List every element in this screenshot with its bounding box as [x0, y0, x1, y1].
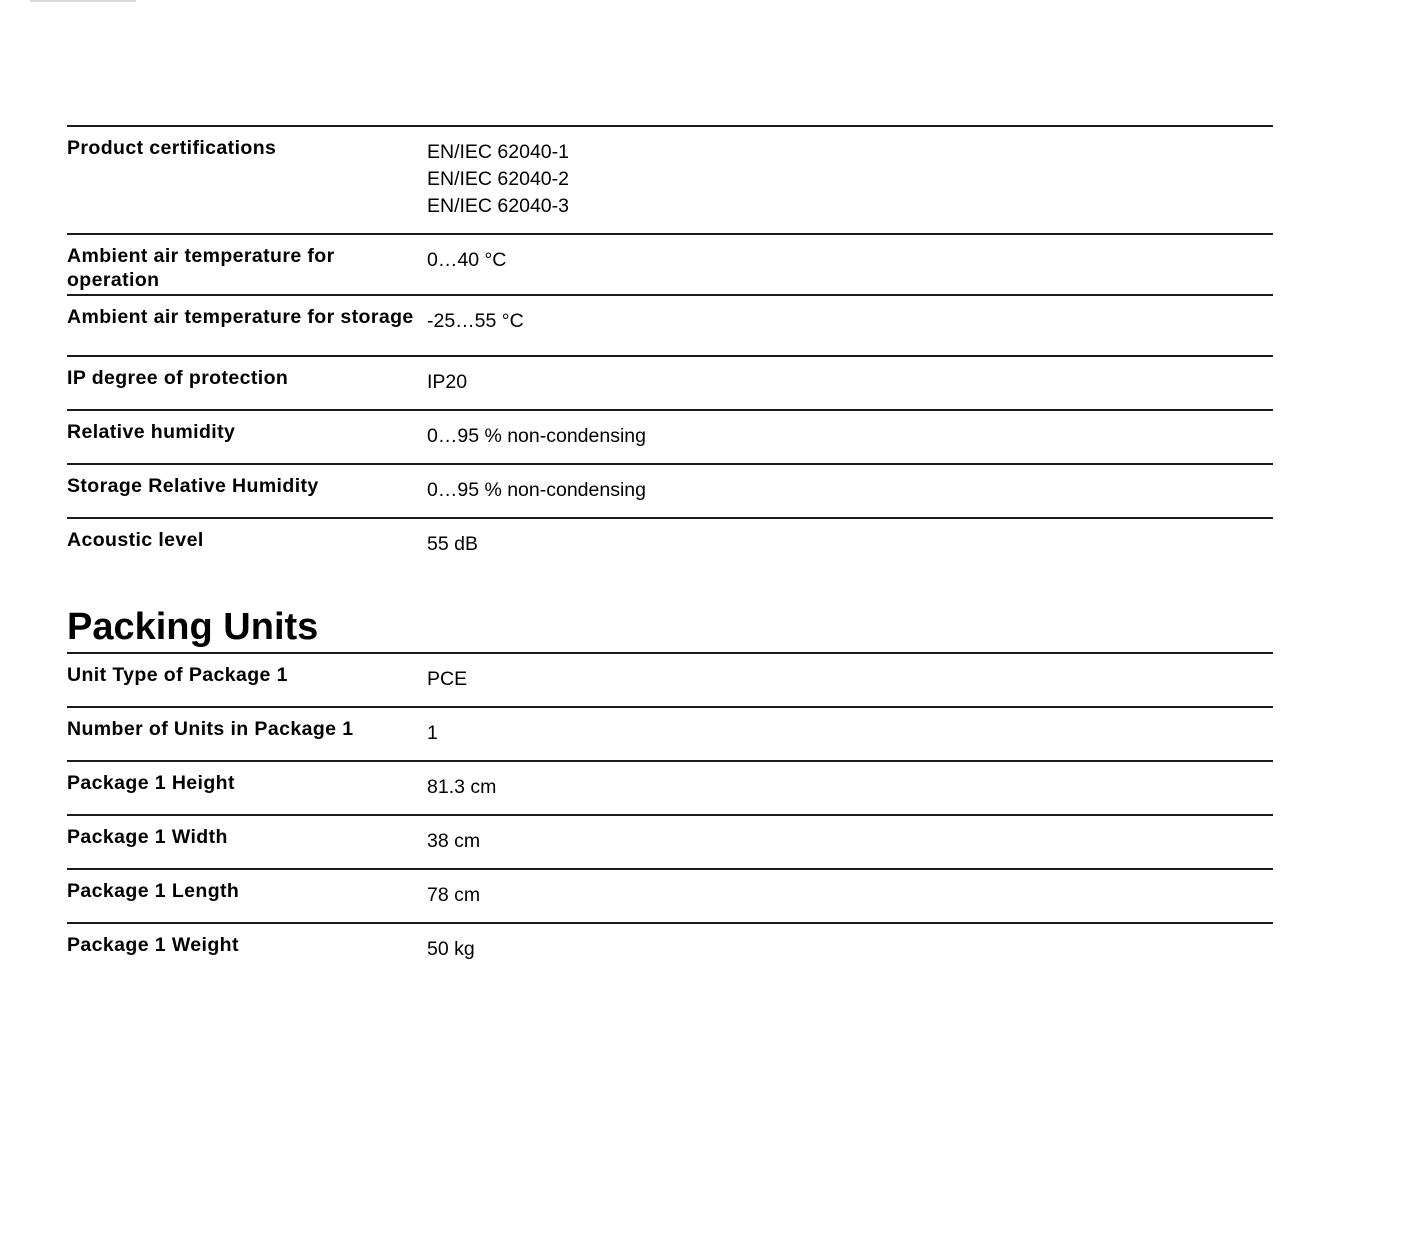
- spec-label: Number of Units in Package 1: [67, 718, 354, 740]
- spec-value: PCE: [427, 668, 468, 690]
- spec-value: EN/IEC 62040-1: [427, 141, 569, 163]
- environment-spec-table: [67, 125, 1273, 605]
- spec-values: [427, 519, 1273, 605]
- spec-label: Ambient air temperature for operation: [67, 245, 335, 291]
- spec-label: Ambient air temperature for storage: [67, 306, 414, 328]
- spec-row-ip-protection: [67, 355, 1273, 409]
- spec-value: IP20: [427, 371, 468, 393]
- spec-value: EN/IEC 62040-3: [427, 195, 569, 217]
- spec-values: [427, 924, 1273, 976]
- section-title-packing-units: Packing Units: [67, 606, 319, 648]
- spec-row-product-certifications: [67, 125, 1273, 233]
- packing-units-table: [67, 652, 1273, 976]
- spec-value: 78 cm: [427, 884, 481, 906]
- spec-values: [427, 235, 1273, 294]
- spec-label: Acoustic level: [67, 529, 204, 551]
- spec-values: [427, 870, 1273, 922]
- spec-label: Unit Type of Package 1: [67, 664, 288, 686]
- spec-values: [427, 465, 1273, 517]
- spec-label: Package 1 Weight: [67, 934, 239, 956]
- spec-label: Package 1 Length: [67, 880, 240, 902]
- spec-values: [427, 296, 1273, 355]
- spec-label: Storage Relative Humidity: [67, 475, 319, 497]
- spec-row-acoustic-level: [67, 517, 1273, 605]
- spec-row-package-length: [67, 868, 1273, 922]
- spec-label: IP degree of protection: [67, 367, 289, 389]
- spec-value: 1: [427, 722, 438, 744]
- spec-value: 50 kg: [427, 938, 475, 960]
- spec-label: Package 1 Height: [67, 772, 235, 794]
- spec-row-number-of-units: [67, 706, 1273, 760]
- spec-row-package-height: [67, 760, 1273, 814]
- datasheet-page: [67, 125, 1273, 976]
- spec-values: [427, 127, 1273, 233]
- spec-label: Relative humidity: [67, 421, 236, 443]
- page-top-divider: [30, 0, 136, 2]
- spec-value: 55 dB: [427, 533, 478, 555]
- spec-values: [427, 708, 1273, 760]
- spec-row-storage-humidity: [67, 463, 1273, 517]
- spec-row-unit-type: [67, 652, 1273, 706]
- spec-label: Package 1 Width: [67, 826, 228, 848]
- spec-row-relative-humidity: [67, 409, 1273, 463]
- spec-row-operating-temperature: [67, 233, 1273, 294]
- spec-value: 38 cm: [427, 830, 481, 852]
- spec-value: 0…95 % non-condensing: [427, 479, 646, 501]
- spec-value: 0…40 °C: [427, 249, 507, 271]
- spec-row-package-width: [67, 814, 1273, 868]
- spec-row-package-weight: [67, 922, 1273, 976]
- spec-value: -25…55 °C: [427, 310, 524, 332]
- spec-values: [427, 411, 1273, 463]
- spec-values: [427, 762, 1273, 814]
- spec-values: [427, 816, 1273, 868]
- spec-label: Product certifications: [67, 137, 277, 159]
- spec-value: 81.3 cm: [427, 776, 497, 798]
- spec-value: 0…95 % non-condensing: [427, 425, 646, 447]
- spec-values: [427, 654, 1273, 706]
- spec-row-storage-temperature: [67, 294, 1273, 355]
- spec-values: [427, 357, 1273, 409]
- spec-value: EN/IEC 62040-2: [427, 168, 569, 190]
